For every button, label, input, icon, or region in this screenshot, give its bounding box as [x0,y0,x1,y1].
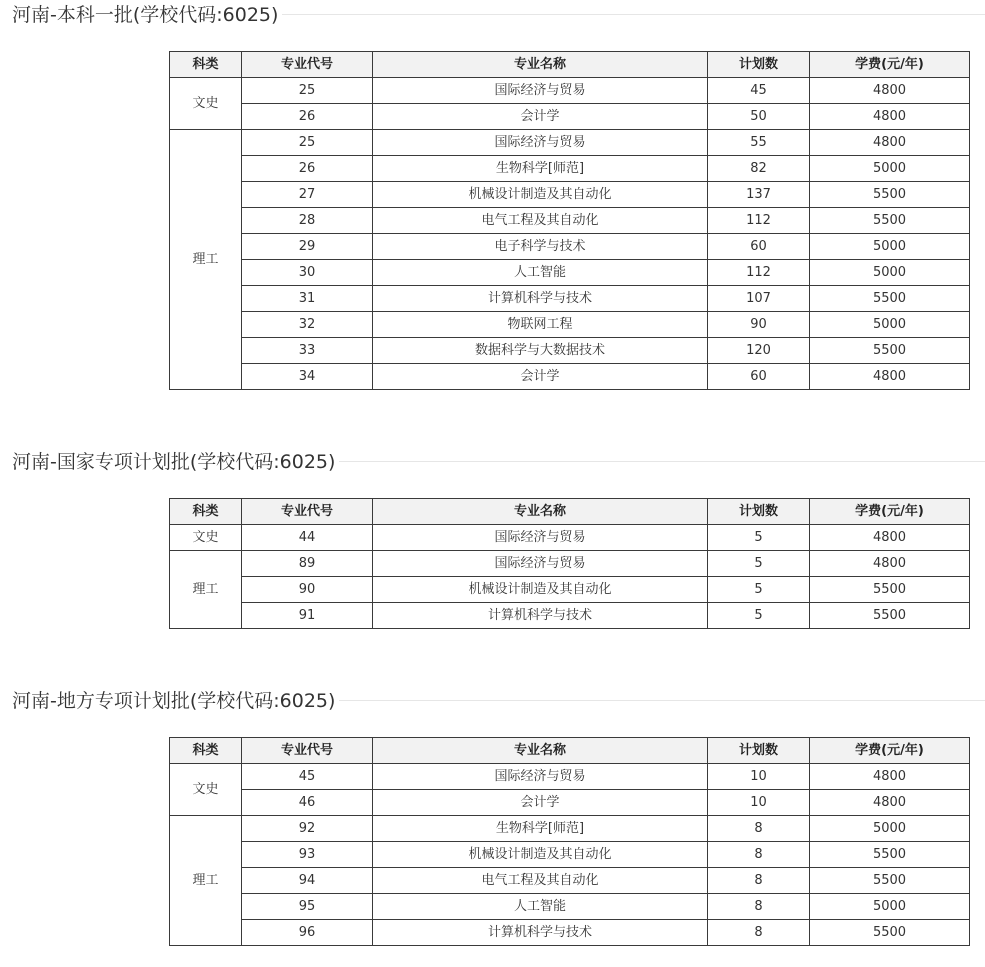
plan-count-cell: 8 [708,842,810,868]
header-major-code: 专业代号 [242,738,373,764]
admission-section [0,0,985,384]
table-row [170,156,970,182]
table-row [170,208,970,234]
plan-count-cell: 90 [708,312,810,338]
tuition-cell: 5500 [810,842,970,868]
category-cell: 理工 [170,130,242,390]
major-code-cell: 32 [242,312,373,338]
major-code-cell: 31 [242,286,373,312]
table-row [170,764,970,790]
table-row [170,603,970,629]
major-name-cell: 生物科学[师范] [373,816,708,842]
table-header-row [170,738,970,764]
major-name-cell: 物联网工程 [373,312,708,338]
major-code-cell: 96 [242,920,373,946]
header-plan-count: 计划数 [708,738,810,764]
major-code-cell: 94 [242,868,373,894]
plan-count-cell: 60 [708,234,810,260]
tuition-cell: 4800 [810,104,970,130]
plan-count-cell: 45 [708,78,810,104]
table-row [170,842,970,868]
section-title: 河南-国家专项计划批(学校代码:6025) [12,449,339,475]
plan-count-cell: 60 [708,364,810,390]
plan-count-cell: 5 [708,525,810,551]
plan-count-cell: 10 [708,790,810,816]
major-code-cell: 28 [242,208,373,234]
table-row [170,312,970,338]
section-title: 河南-地方专项计划批(学校代码:6025) [12,688,339,714]
admission-section [0,447,985,623]
section-header [0,447,985,477]
major-code-cell: 93 [242,842,373,868]
table-row [170,364,970,390]
major-name-cell: 国际经济与贸易 [373,525,708,551]
major-name-cell: 电气工程及其自动化 [373,208,708,234]
table-row [170,868,970,894]
table-row [170,894,970,920]
section-header [0,0,985,30]
header-category: 科类 [170,499,242,525]
header-plan-count: 计划数 [708,499,810,525]
table-body [170,764,970,946]
tuition-cell: 4800 [810,130,970,156]
plan-count-cell: 112 [708,260,810,286]
tuition-cell: 5000 [810,156,970,182]
major-name-cell: 计算机科学与技术 [373,920,708,946]
major-code-cell: 25 [242,78,373,104]
table-row [170,816,970,842]
plan-count-cell: 107 [708,286,810,312]
plan-count-cell: 120 [708,338,810,364]
major-code-cell: 26 [242,156,373,182]
major-code-cell: 44 [242,525,373,551]
header-major-code: 专业代号 [242,499,373,525]
category-cell: 文史 [170,525,242,551]
header-tuition: 学费(元/年) [810,52,970,78]
plan-count-cell: 8 [708,868,810,894]
category-cell: 文史 [170,78,242,130]
tuition-cell: 4800 [810,790,970,816]
table-header-row [170,52,970,78]
table-row [170,577,970,603]
table-row [170,182,970,208]
major-code-cell: 26 [242,104,373,130]
plan-count-cell: 5 [708,577,810,603]
tuition-cell: 4800 [810,364,970,390]
tuition-cell: 4800 [810,764,970,790]
plan-count-cell: 82 [708,156,810,182]
table-row [170,790,970,816]
major-code-cell: 90 [242,577,373,603]
major-name-cell: 数据科学与大数据技术 [373,338,708,364]
tuition-cell: 5500 [810,182,970,208]
major-code-cell: 95 [242,894,373,920]
tuition-cell: 5000 [810,260,970,286]
major-code-cell: 46 [242,790,373,816]
table-row [170,525,970,551]
major-code-cell: 27 [242,182,373,208]
plan-table [169,498,970,629]
tuition-cell: 5500 [810,286,970,312]
tuition-cell: 5500 [810,603,970,629]
tuition-cell: 4800 [810,525,970,551]
major-name-cell: 生物科学[师范] [373,156,708,182]
table-row [170,551,970,577]
table-row [170,260,970,286]
admission-section [0,686,985,940]
major-name-cell: 计算机科学与技术 [373,603,708,629]
category-cell: 理工 [170,551,242,629]
major-name-cell: 机械设计制造及其自动化 [373,577,708,603]
table-row [170,234,970,260]
plan-table [169,51,970,390]
tuition-cell: 5500 [810,208,970,234]
major-name-cell: 会计学 [373,104,708,130]
tuition-cell: 4800 [810,551,970,577]
major-code-cell: 92 [242,816,373,842]
category-cell: 理工 [170,816,242,946]
header-category: 科类 [170,738,242,764]
header-major-name: 专业名称 [373,738,708,764]
major-name-cell: 计算机科学与技术 [373,286,708,312]
major-name-cell: 国际经济与贸易 [373,130,708,156]
major-name-cell: 人工智能 [373,260,708,286]
plan-count-cell: 50 [708,104,810,130]
header-major-name: 专业名称 [373,52,708,78]
major-code-cell: 45 [242,764,373,790]
plan-count-cell: 10 [708,764,810,790]
major-name-cell: 会计学 [373,364,708,390]
major-code-cell: 89 [242,551,373,577]
tuition-cell: 5000 [810,312,970,338]
tuition-cell: 5000 [810,234,970,260]
plan-table [169,737,970,946]
major-name-cell: 机械设计制造及其自动化 [373,842,708,868]
major-name-cell: 会计学 [373,790,708,816]
major-name-cell: 电气工程及其自动化 [373,868,708,894]
tuition-cell: 5500 [810,338,970,364]
tuition-cell: 5500 [810,868,970,894]
table-row [170,130,970,156]
tuition-cell: 4800 [810,78,970,104]
major-name-cell: 人工智能 [373,894,708,920]
major-name-cell: 电子科学与技术 [373,234,708,260]
table-row [170,338,970,364]
major-name-cell: 国际经济与贸易 [373,551,708,577]
header-major-name: 专业名称 [373,499,708,525]
table-row [170,286,970,312]
tuition-cell: 5000 [810,816,970,842]
plan-count-cell: 5 [708,551,810,577]
major-code-cell: 29 [242,234,373,260]
header-category: 科类 [170,52,242,78]
header-tuition: 学费(元/年) [810,738,970,764]
table-row [170,78,970,104]
table-row [170,920,970,946]
header-plan-count: 计划数 [708,52,810,78]
tuition-cell: 5500 [810,577,970,603]
plan-count-cell: 5 [708,603,810,629]
major-code-cell: 25 [242,130,373,156]
plan-count-cell: 8 [708,920,810,946]
plan-count-cell: 8 [708,894,810,920]
table-body [170,525,970,629]
header-major-code: 专业代号 [242,52,373,78]
header-tuition: 学费(元/年) [810,499,970,525]
major-code-cell: 30 [242,260,373,286]
major-code-cell: 34 [242,364,373,390]
plan-count-cell: 55 [708,130,810,156]
plan-count-cell: 112 [708,208,810,234]
table-row [170,104,970,130]
plan-count-cell: 8 [708,816,810,842]
tuition-cell: 5000 [810,894,970,920]
major-name-cell: 国际经济与贸易 [373,764,708,790]
table-header-row [170,499,970,525]
category-cell: 文史 [170,764,242,816]
major-code-cell: 91 [242,603,373,629]
section-header [0,686,985,716]
section-title: 河南-本科一批(学校代码:6025) [12,2,282,28]
major-code-cell: 33 [242,338,373,364]
plan-count-cell: 137 [708,182,810,208]
major-name-cell: 国际经济与贸易 [373,78,708,104]
table-body [170,78,970,390]
major-name-cell: 机械设计制造及其自动化 [373,182,708,208]
tuition-cell: 5500 [810,920,970,946]
